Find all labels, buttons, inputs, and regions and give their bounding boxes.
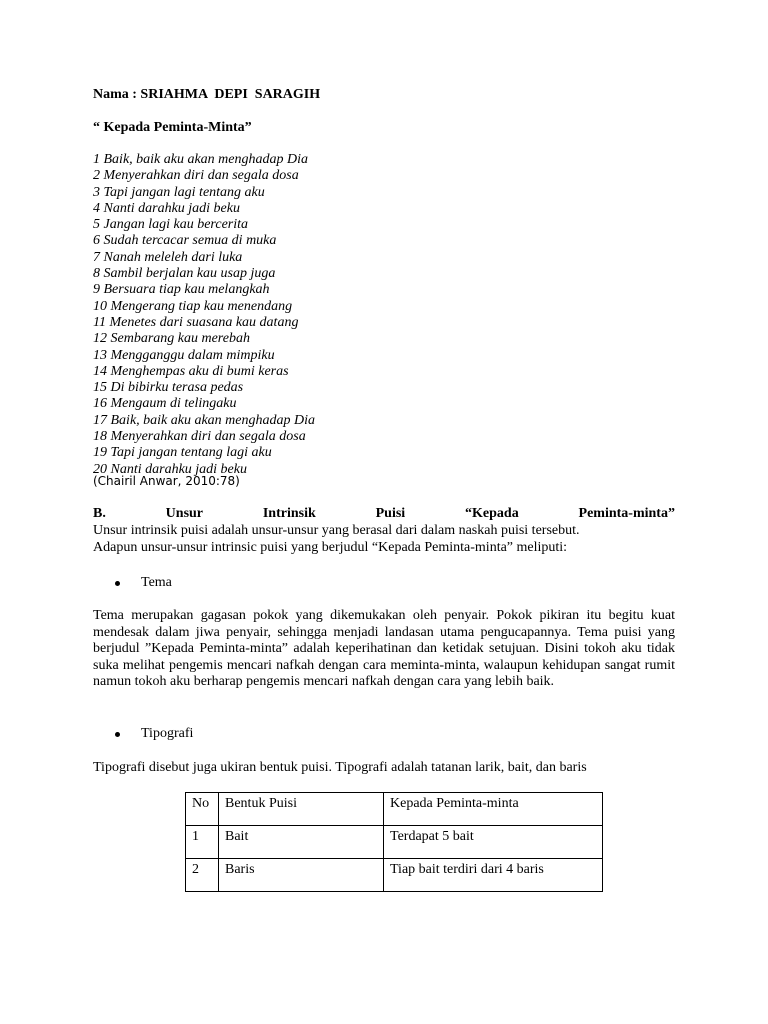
poem-line: 2 Menyerahkan diri dan segala dosa (93, 168, 299, 184)
table-cell: Terdapat 5 bait (384, 826, 603, 859)
tipografi-table (185, 792, 603, 892)
bullet-tema (115, 575, 172, 591)
heading-word: Unsur (165, 506, 204, 521)
bullet-label: Tema (141, 575, 172, 590)
table-header-row (186, 793, 603, 826)
tipografi-paragraph: Tipografi disebut juga ukiran bentuk puisi. Tipografi adalah tatanan larik, bait, dan baris (93, 760, 587, 775)
author-name: Nama : SRIAHMA DEPI SARAGIH (93, 87, 321, 102)
poem-line: 11 Menetes dari suasana kau datang (93, 314, 299, 330)
intro-paragraph-2: Adapun unsur-unsur intrinsic puisi yang berjudul “Kepada Peminta-minta” meliputi: (93, 540, 568, 555)
poem-line: 12 Sembarang kau merebah (93, 331, 250, 347)
poem-line: 15 Di bibirku terasa pedas (93, 380, 244, 396)
heading-word: B. (93, 506, 106, 521)
heading-word: Puisi (375, 506, 406, 521)
poem-line: 16 Mengaum di telingaku (93, 396, 237, 412)
tema-paragraph: Tema merupakan gagasan pokok yang dikemukakan oleh penyair. Pokok pikiran itu begitu kuat mendesak dalam jiwa penyair, sehingga menjadi landasan utama pengucapannya. Tema puisi yang berjudul ”Kepada Peminta-minta” adalah keperihatinan dan ketidak setujuan. Disini tokoh aku tidak suka melihat pengemis mencari nafkah dengan cara meminta-minta, walaupun kehidupan sangat rumit namun tokoh aku berharap pengemis mencari nafkah dengan cara yang lebih baik. (93, 608, 675, 689)
intro-paragraph-1: Unsur intrinsik puisi adalah unsur-unsur yang berasal dari dalam naskah puisi tersebut. (93, 523, 580, 538)
poem-line: 9 Bersuara tiap kau melangkah (93, 282, 270, 298)
table-cell: Bait (219, 826, 384, 859)
poem-line: 17 Baik, baik aku akan menghadap Dia (93, 412, 316, 428)
bullet-tipografi (115, 726, 193, 742)
poem-line: 1 Baik, baik aku akan menghadap Dia (93, 152, 309, 167)
bullet-label: Tipografi (141, 726, 194, 741)
poem-line: 4 Nanti darahku jadi beku (93, 200, 240, 216)
poem-citation: (Chairil Anwar, 2010:78) (93, 474, 240, 488)
poem-line: 7 Nanah meleleh dari luka (93, 249, 243, 265)
table-cell: Baris (219, 859, 384, 892)
poem-line: 13 Mengganggu dalam mimpiku (93, 347, 275, 363)
poem-line: 8 Sambil berjalan kau usap juga (93, 266, 276, 282)
poem-line: 3 Tapi jangan lagi tentang aku (93, 184, 265, 200)
heading-word: Intrinsik (262, 506, 316, 521)
table-header-cell: Bentuk Puisi (219, 793, 384, 826)
poem-line: 14 Menghempas aku di bumi keras (93, 363, 289, 379)
bullet-dot-icon (115, 732, 120, 737)
poem-lines (93, 152, 315, 478)
table-cell: 1 (186, 826, 219, 859)
bullet-dot-icon (115, 581, 120, 586)
heading-word: Peminta-minta” (578, 506, 675, 521)
poem-line: 6 Sudah tercacar semua di muka (93, 233, 277, 249)
poem-line: 5 Jangan lagi kau bercerita (93, 217, 249, 233)
poem-line: 19 Tapi jangan tentang lagi aku (93, 445, 272, 461)
table-row (186, 859, 603, 892)
poem-line: 10 Mengerang tiap kau menendang (93, 298, 293, 314)
table-row (186, 826, 603, 859)
section-b-heading (93, 506, 675, 522)
table-cell: Tiap bait terdiri dari 4 baris (384, 859, 603, 892)
table-header-cell: Kepada Peminta-minta (384, 793, 603, 826)
table-header-cell: No (186, 793, 219, 826)
poem-title: “ Kepada Peminta-Minta” (93, 120, 252, 135)
heading-word: “Kepada (465, 506, 519, 521)
table-cell: 2 (186, 859, 219, 892)
poem-line: 18 Menyerahkan diri dan segala dosa (93, 429, 306, 445)
poem-line: 20 Nanti darahku jadi beku (93, 461, 247, 477)
